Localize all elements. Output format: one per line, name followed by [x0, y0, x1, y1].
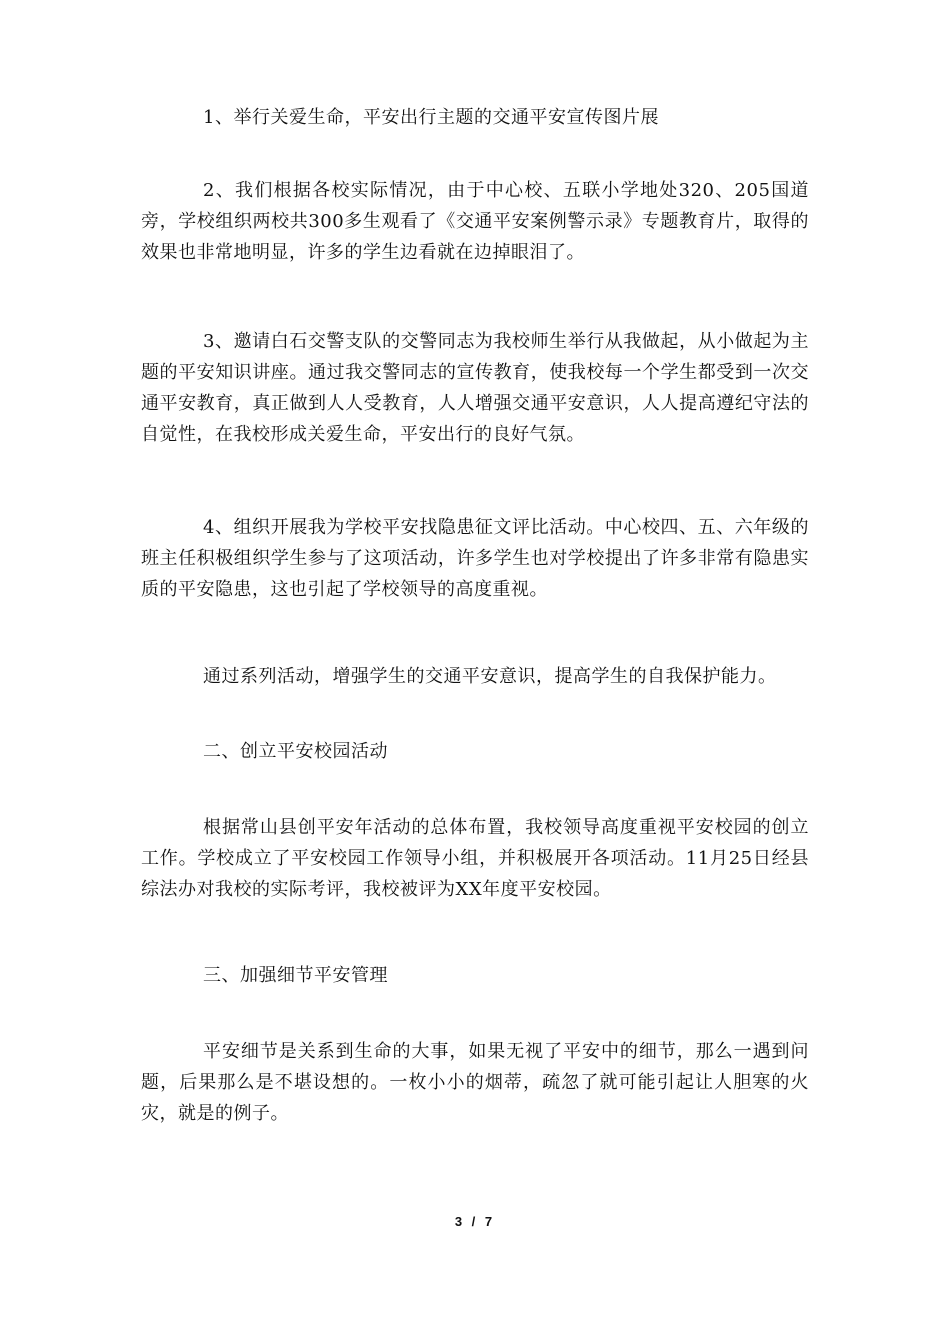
section-heading-3: 三、加强细节平安管理 — [203, 965, 388, 986]
paragraph-7: 平安细节是关系到生命的大事，如果无视了平安中的细节，那么一遇到问题，后果那么是不堪设想的。一枚小小的烟蒂，疏忽了就可能引起让人胆寒的火灾，就是的例子。 — [141, 1041, 809, 1124]
section-heading-2: 二、创立平安校园活动 — [203, 741, 388, 762]
paragraph-5: 通过系列活动，增强学生的交通平安意识，提高学生的自我保护能力。 — [203, 666, 777, 687]
paragraph-2: 2、我们根据各校实际情况，由于中心校、五联小学地处320、205国道旁，学校组织两校共300多生观看了《交通平安案例警示录》专题教育片，取得的效果也非常地明显，许多的学生边看就在边掉眼泪了。 — [141, 180, 809, 263]
paragraph-6: 根据常山县创平安年活动的总体布置，我校领导高度重视平安校园的创立工作。学校成立了平安校园工作领导小组，并积极展开各项活动。11月25日经县综法办对我校的实际考评，我校被评为XX年度平安校园。 — [141, 817, 809, 900]
paragraph-4: 4、组织开展我为学校平安找隐患征文评比活动。中心校四、五、六年级的班主任积极组织学生参与了这项活动，许多学生也对学校提出了许多非常有隐患实质的平安隐患，这也引起了学校领导的高度重视。 — [141, 517, 809, 600]
paragraph-3: 3、邀请白石交警支队的交警同志为我校师生举行从我做起，从小做起为主题的平安知识讲座。通过我交警同志的宣传教育，使我校每一个学生都受到一次交通平安教育，真正做到人人受教育，人人增强交通平安意识，人人提高遵纪守法的自觉性，在我校形成关爱生命，平安出行的良好气氛。 — [141, 331, 809, 445]
page-number: 3 / 7 — [454, 1214, 496, 1229]
paragraph-1: 1、举行关爱生命，平安出行主题的交通平安宣传图片展 — [203, 107, 659, 128]
